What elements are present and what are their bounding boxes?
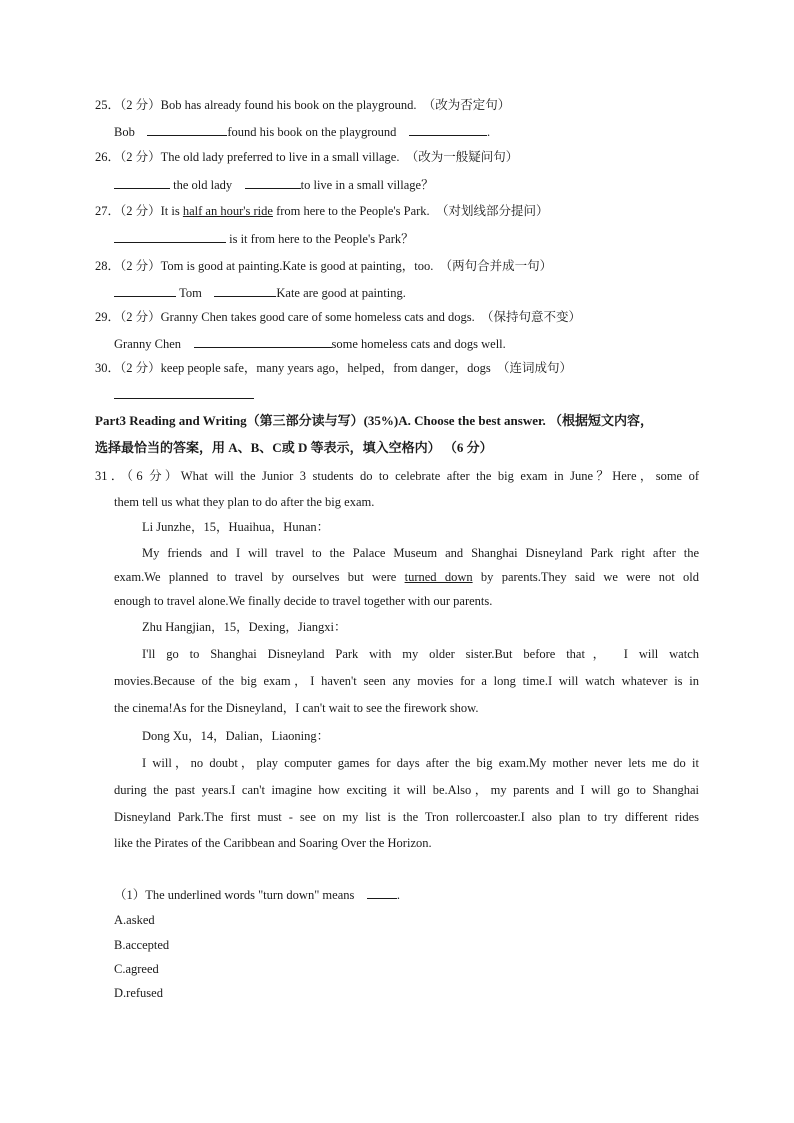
answer-text: to live in a small village？ <box>300 178 434 192</box>
underlined-phrase: half an hour's ride <box>182 204 273 218</box>
speaker-name: Li Junzhe，15，Huaihua，Hunan： <box>142 520 330 534</box>
question-prompt: Granny Chen takes good care of some homeless cats and dogs. <box>160 310 475 324</box>
answer-text: Granny Chen <box>114 337 181 351</box>
question-number: 25．（2 分） <box>95 98 161 112</box>
question-number: 27．（2 分） <box>95 204 161 218</box>
question-instruction: （改为否定句） <box>422 98 511 112</box>
question-prompt: from here to the People's Park. <box>276 204 430 218</box>
answer-blank[interactable] <box>147 123 227 136</box>
answer-blank[interactable] <box>409 123 487 136</box>
question-30-line <box>95 360 572 376</box>
passage-line: I will，no doubt，play computer games for days after the big exam.My mother never lets me do it <box>142 756 699 770</box>
passage-line: My friends and I will travel to the Palace Museum and Shanghai Disneyland Park right after the <box>142 546 699 560</box>
answer-blank[interactable] <box>114 230 226 243</box>
question-number: 28．（2 分） <box>95 259 161 273</box>
question-prompt: Tom is good at painting.Kate is good at painting，too. <box>160 259 434 273</box>
question-prompt: keep people safe，many years ago，helped，from danger，dogs <box>160 361 491 375</box>
answer-text: . <box>486 125 491 139</box>
question-instruction: （保持句意不变） <box>481 310 582 324</box>
passage-text: by parents.They said we were not old <box>480 570 699 584</box>
answer-blank[interactable] <box>194 335 332 348</box>
option-c[interactable]: C.agreed <box>114 962 159 976</box>
question-28-line <box>95 258 552 274</box>
question-27-line <box>95 203 548 219</box>
question-26-line <box>95 149 518 165</box>
answer-text: Bob <box>114 125 135 139</box>
question-number: 26．（2 分） <box>95 150 161 164</box>
question-number: 30．（2 分） <box>95 361 161 375</box>
passage-line <box>114 569 699 585</box>
speaker-name: Zhu Hangjian，15，Dexing，Jiangxi： <box>142 620 347 634</box>
passage-text: exam.We planned to travel by ourselves but were <box>114 570 397 584</box>
question-instruction: （两句合并成一句） <box>439 259 553 273</box>
answer-text: Tom <box>179 286 202 300</box>
answer-blank[interactable] <box>114 284 176 297</box>
question-prompt: It is <box>160 204 180 218</box>
answer-blank[interactable] <box>367 886 397 899</box>
passage-line: like the Pirates of the Caribbean and Soaring Over the Horizon. <box>114 836 432 850</box>
passage-line: movies.Because of the big exam，I haven't seen any movies for a long time.I will watch whatever is in <box>114 674 699 688</box>
question-25-line <box>95 97 510 113</box>
passage-line: I'll go to Shanghai Disneyland Park with my older sister.But before that， I will watch <box>142 647 699 661</box>
passage-line: during the past years.I can't imagine how exciting it will be.Also，my parents and I will go to Shanghai <box>114 783 699 797</box>
question-instruction: （对划线部分提问） <box>435 204 549 218</box>
sub-question-text: . <box>396 888 400 902</box>
answer-text: Kate are good at painting. <box>276 286 406 300</box>
answer-blank[interactable] <box>214 284 276 297</box>
question-28-answer-line <box>114 284 406 301</box>
answer-text: found his book on the playground <box>227 125 397 139</box>
question-number: 29．（2 分） <box>95 310 161 324</box>
question-27-answer-line <box>114 230 414 247</box>
passage-line: the cinema!As for the Disneyland，I can't wait to see the firework show. <box>114 701 479 715</box>
underlined-phrase: turned down <box>404 570 473 584</box>
answer-text: some homeless cats and dogs well. <box>331 337 506 351</box>
option-d[interactable]: D.refused <box>114 986 163 1000</box>
question-prompt: Bob has already found his book on the playground. <box>160 98 417 112</box>
answer-blank[interactable] <box>245 176 301 189</box>
question-29-line <box>95 309 581 325</box>
question-25-answer-line <box>114 123 490 140</box>
answer-blank[interactable] <box>114 386 254 399</box>
passage-line: enough to travel alone.We finally decide to travel together with our parents. <box>114 594 493 608</box>
part3-heading: Part3 Reading and Writing（第三部分读与写）(35%)A. Choose the best answer. （根据短文内容， <box>95 413 654 428</box>
question-26-answer-line <box>114 176 434 193</box>
sub-question-1 <box>114 886 400 903</box>
question-31-intro: 31．（6 分）What will the Junior 3 students do to celebrate after the big exam in June？Here，some of <box>95 469 699 483</box>
part3-heading-cont: 选择最恰当的答案，用 A、B、C或 D 等表示，填入空格内） （6 分） <box>95 440 493 455</box>
answer-blank[interactable] <box>114 176 170 189</box>
question-instruction: （连词成句） <box>497 361 573 375</box>
speaker-name: Dong Xu，14，Dalian，Liaoning： <box>142 729 330 743</box>
passage-line: Disneyland Park.The first must - see on my list is the Tron rollercoaster.I also plan to try different rides <box>114 810 699 824</box>
answer-text: the old lady <box>173 178 233 192</box>
question-29-answer-line <box>114 335 506 352</box>
option-b[interactable]: B.accepted <box>114 938 170 952</box>
question-31-intro-cont: them tell us what they plan to do after the big exam. <box>114 495 375 509</box>
sub-question-text: （1）The underlined words "turn down" means <box>114 888 355 902</box>
answer-text: is it from here to the People's Park？ <box>229 232 414 246</box>
question-prompt: The old lady preferred to live in a small village. <box>160 150 400 164</box>
question-instruction: （改为一般疑问句） <box>405 150 519 164</box>
option-a[interactable]: A.asked <box>114 913 155 927</box>
question-30-answer-line <box>114 386 254 403</box>
